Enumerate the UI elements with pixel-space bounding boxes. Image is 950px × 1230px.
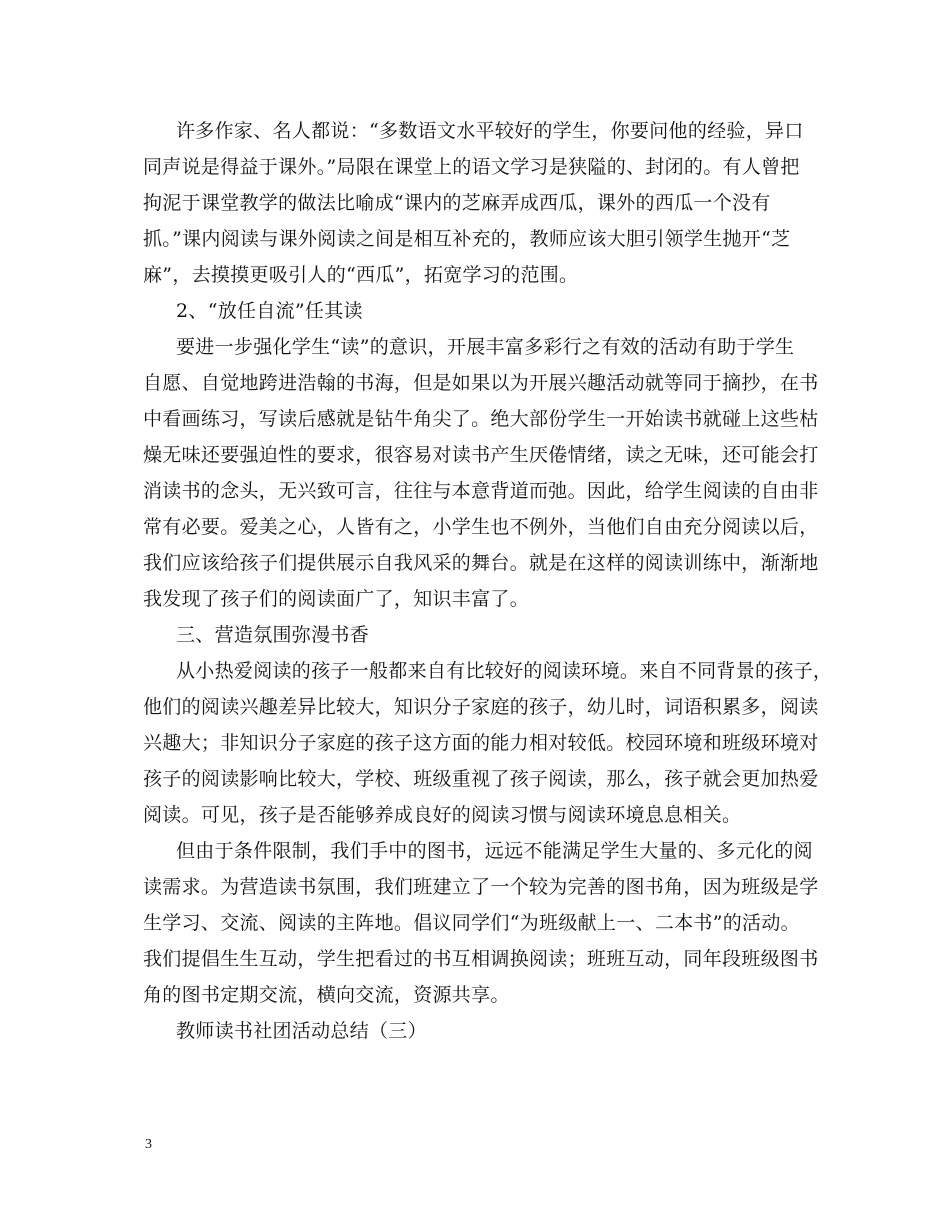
paragraph-6-line-2: 读需求。为营造读书氛围，我们班建立了一个较为完善的图书角，因为班级是学 xyxy=(143,876,819,898)
paragraph-3-line-3: 中看画练习，写读后感就是钻牛角尖了。绝大部份学生一开始读书就碰上这些枯 xyxy=(143,408,819,430)
paragraph-3-line-2: 自愿、自觉地跨进浩翰的书海，但是如果以为开展兴趣活动就等同于摘抄，在书 xyxy=(143,372,819,394)
paragraph-3-line-6: 常有必要。爱美之心，人皆有之，小学生也不例外，当他们自由充分阅读以后， xyxy=(143,516,819,538)
section-heading-3: 三、营造氛围弥漫书香 xyxy=(176,624,370,646)
paragraph-6-line-4: 我们提倡生生互动，学生把看过的书互相调换阅读；班班互动，同年段班级图书 xyxy=(143,948,819,970)
paragraph-3-line-1: 要进一步强化学生“读”的意识，开展丰富多彩行之有效的活动有助于学生 xyxy=(176,336,795,358)
paragraph-3-line-7: 我们应该给孩子们提供展示自我风采的舞台。就是在这样的阅读训练中，渐渐地 xyxy=(143,552,819,574)
section-heading-2: 2、“放任自流”任其读 xyxy=(176,300,363,322)
paragraph-6-line-3: 生学习、交流、阅读的主阵地。倡议同学们“为班级献上一、二本书”的活动。 xyxy=(143,912,800,934)
paragraph-6-line-5: 角的图书定期交流，横向交流，资源共享。 xyxy=(143,984,510,1006)
paragraph-3-line-8: 我发现了孩子们的阅读面广了，知识丰富了。 xyxy=(143,588,530,610)
paragraph-1-line-5: 麻”，去摸摸更吸引人的“西瓜”，拓宽学习的范围。 xyxy=(143,264,579,286)
page-number: 3 xyxy=(145,1137,152,1152)
paragraph-5-line-3: 兴趣大；非知识分子家庭的孩子这方面的能力相对较低。校园环境和班级环境对 xyxy=(143,732,819,754)
paragraph-1-line-3: 拘泥于课堂教学的做法比喻成“课内的芝麻弄成西瓜，课外的西瓜一个没有 xyxy=(143,192,771,214)
paragraph-1-line-4: 抓。”课内阅读与课外阅读之间是相互补充的，教师应该大胆引领学生抛开“芝 xyxy=(143,228,791,250)
paragraph-6-line-1: 但由于条件限制，我们手中的图书，远远不能满足学生大量的、多元化的阅 xyxy=(176,840,813,862)
paragraph-3-line-4: 燥无味还要强迫性的要求，很容易对读书产生厌倦情绪，读之无味，还可能会打 xyxy=(143,444,819,466)
paragraph-5-line-2: 他们的阅读兴趣差异比较大，知识分子家庭的孩子，幼儿时，词语积累多，阅读 xyxy=(143,696,819,718)
paragraph-5-line-5: 阅读。可见，孩子是否能够养成良好的阅读习惯与阅读环境息息相关。 xyxy=(143,804,742,826)
section-title-3: 教师读书社团活动总结（三） xyxy=(176,1020,427,1042)
paragraph-5-line-4: 孩子的阅读影响比较大，学校、班级重视了孩子阅读，那么，孩子就会更加热爱 xyxy=(143,768,819,790)
paragraph-3-line-5: 消读书的念头，无兴致可言，往往与本意背道而弛。因此，给学生阅读的自由非 xyxy=(143,480,819,502)
paragraph-1-line-2: 同声说是得益于课外。”局限在课堂上的语文学习是狭隘的、封闭的。有人曾把 xyxy=(143,156,800,178)
paragraph-5-line-1: 从小热爱阅读的孩子一般都来自有比较好的阅读环境。来自不同背景的孩子， xyxy=(176,660,833,682)
paragraph-1-line-1: 许多作家、名人都说：“多数语文水平较好的学生，你要问他的经验，异口 xyxy=(176,120,804,142)
